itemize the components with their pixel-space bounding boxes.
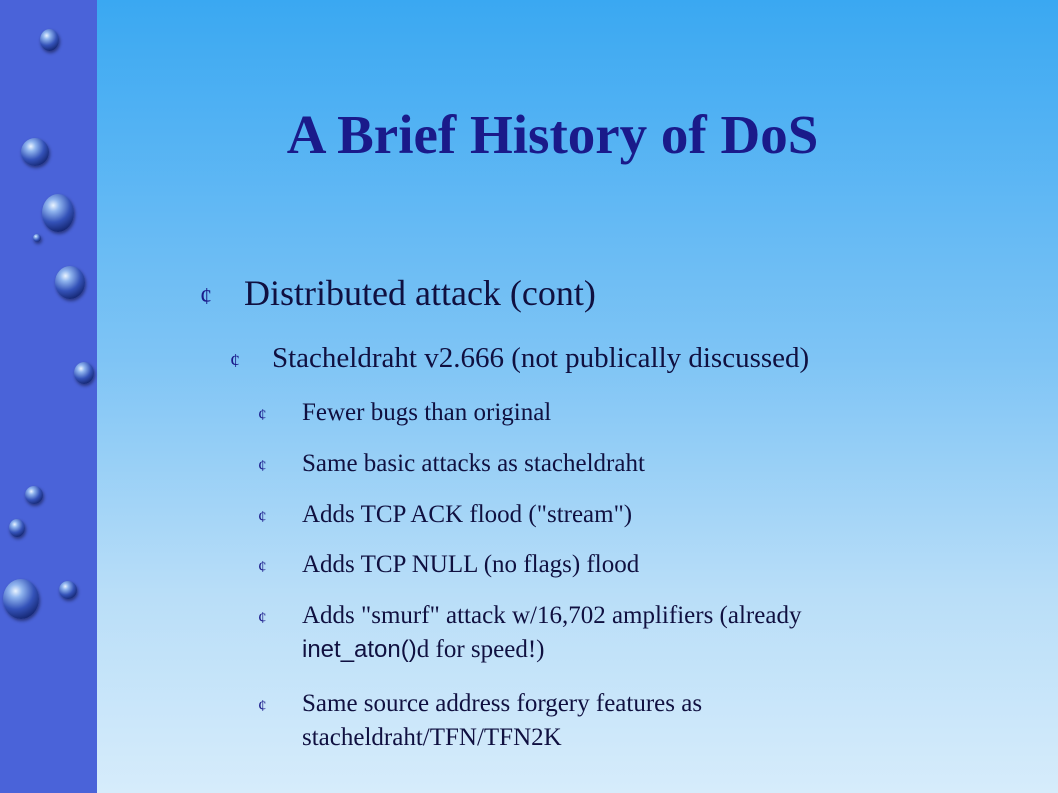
- bullet-glyph: ¢: [258, 507, 267, 526]
- bubble-decoration: [25, 486, 43, 504]
- bullet-text: [302, 599, 978, 667]
- code-inline: inet_aton(): [302, 636, 417, 663]
- bullet-text: Adds TCP NULL (no flags) flood: [302, 551, 640, 578]
- bullet-level3: [258, 599, 978, 667]
- bullet-level3: [258, 498, 978, 532]
- bullet-text-tail: d for speed!): [416, 636, 545, 663]
- bubble-decoration: [40, 29, 59, 51]
- bullet-text: Same basic attacks as stacheldraht: [302, 450, 645, 477]
- bullet-glyph: ¢: [200, 284, 212, 310]
- bullet-glyph: ¢: [258, 405, 267, 424]
- bullet-glyph: ¢: [230, 350, 240, 372]
- bullet-level3: [258, 548, 978, 582]
- bullet-glyph: ¢: [258, 696, 267, 715]
- bubble-decoration: [74, 362, 94, 384]
- bullet-text: Adds TCP ACK flood ("stream"): [302, 501, 633, 528]
- bullet-text: Stacheldraht v2.666 (not publically discussed): [272, 342, 810, 374]
- bubble-decoration: [59, 581, 77, 599]
- bullet-level3: [258, 396, 978, 430]
- bullet-glyph: ¢: [258, 557, 267, 576]
- bubble-decoration: [33, 234, 41, 242]
- bullet-level3: [258, 687, 978, 755]
- bubble-decoration: [21, 138, 49, 166]
- bullet-level3: [258, 447, 978, 481]
- bubble-decoration: [42, 194, 74, 232]
- bubble-decoration: [55, 266, 85, 299]
- bullet-text: Fewer bugs than original: [302, 399, 552, 426]
- bullet-text: Same source address forgery features as stacheldraht/TFN/TFN2K: [302, 690, 703, 751]
- bullet-glyph: ¢: [258, 608, 267, 627]
- bullet-glyph: ¢: [258, 456, 267, 475]
- bubble-decoration: [9, 519, 25, 537]
- slide-title: A Brief History of DoS: [286, 104, 819, 165]
- bubble-decoration: [3, 579, 39, 619]
- bullet-text-main: Adds "smurf" attack w/16,702 amplifiers (already: [302, 602, 802, 629]
- bullet-text: Distributed attack (cont): [244, 273, 596, 313]
- sidebar-band: [0, 0, 97, 793]
